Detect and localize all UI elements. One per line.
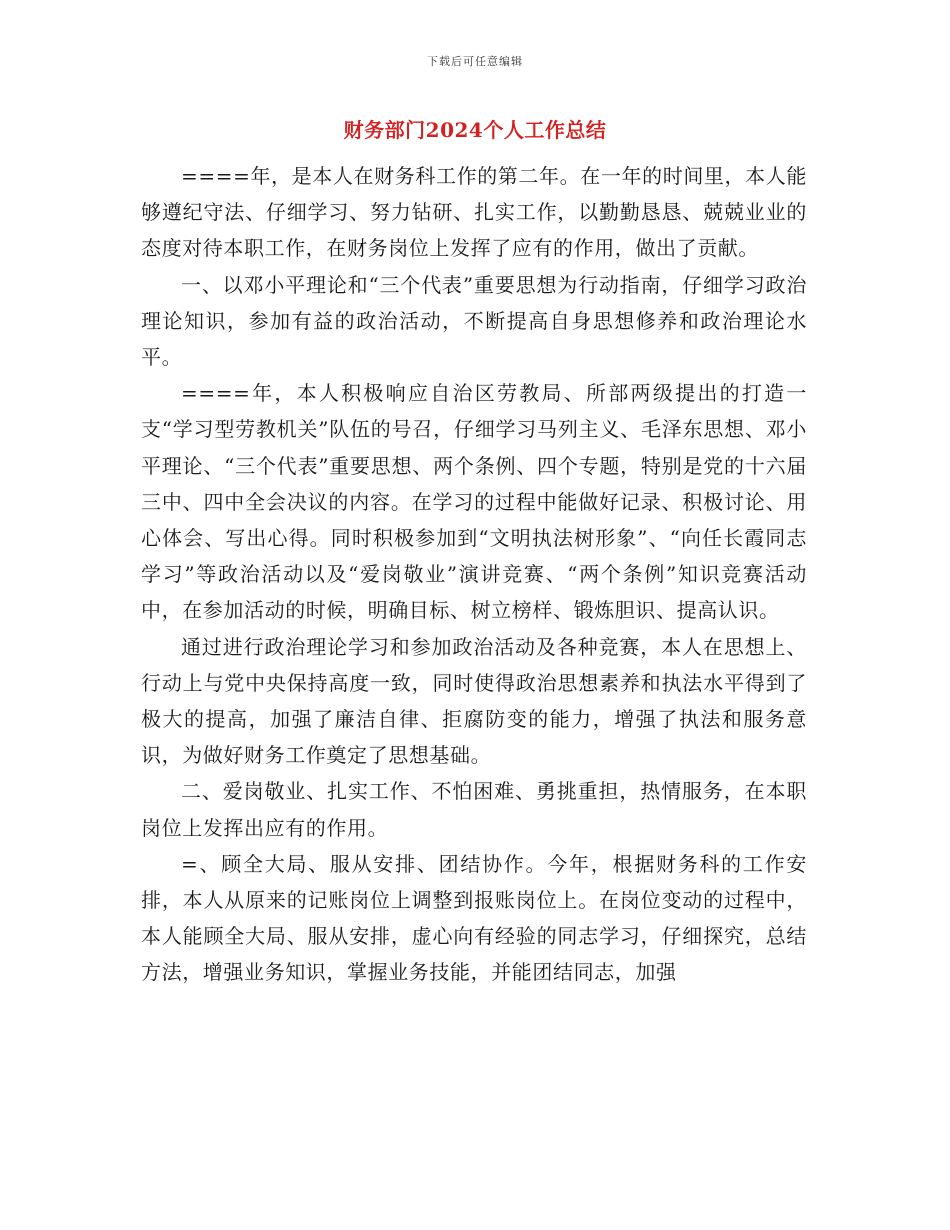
header-note: 下载后可任意编辑	[427, 55, 523, 68]
paragraph-teamwork: =、顾全大局、服从安排、团结协作。今年，根据财务科的工作安排，本人从原来的记账岗位上调整到报账岗位上。在岗位变动的过程中，本人能顾全大局、服从安排，虚心向有经验的同志学习，仔细探究，总结方法，增强业务知识，掌握业务技能，并能团结同志，加强	[141, 851, 807, 985]
document-body	[141, 158, 807, 991]
paragraph-result: 通过进行政治理论学习和参加政治活动及各种竞赛，本人在思想上、行动上与党中央保持高度一致，同时使得政治思想素养和执法水平得到了极大的提高，加强了廉洁自律、拒腐防变的能力，增强了执法和服务意识，为做好财务工作奠定了思想基础。	[141, 634, 807, 768]
document-title: 财务部门2024个人工作总结	[343, 118, 607, 142]
paragraph-study: ====年，本人积极响应自治区劳教局、所部两级提出的打造一支“学习型劳教机关”队伍的号召，仔细学习马列主义、毛泽东思想、邓小平理论、“三个代表”重要思想、两个条例、四个专题，特别是党的十六届三中、四中全会决议的内容。在学习的过程中能做好记录、积极讨论、用心体会、写出心得。同时积极参加到“文明执法树形象”、“向任长霞同志学习”等政治活动以及“爱岗敬业”演讲竞赛、“两个条例”知识竞赛活动中，在参加活动的时候，明确目标、树立榜样、锻炼胆识、提高认识。	[141, 381, 807, 623]
paragraph-section-one: 一、以邓小平理论和“三个代表”重要思想为行动指南，仔细学习政治理论知识，参加有益的政治活动，不断提高自身思想修养和政治理论水平。	[141, 272, 807, 370]
paragraph-section-two: 二、爱岗敬业、扎实工作、不怕困难、勇挑重担，热情服务，在本职岗位上发挥出应有的作用。	[141, 779, 807, 840]
paragraph-intro: ====年，是本人在财务科工作的第二年。在一年的时间里，本人能够遵纪守法、仔细学习、努力钻研、扎实工作，以勤勤恳恳、兢兢业业的态度对待本职工作，在财务岗位上发挥了应有的作用，做出了贡献。	[141, 164, 807, 261]
